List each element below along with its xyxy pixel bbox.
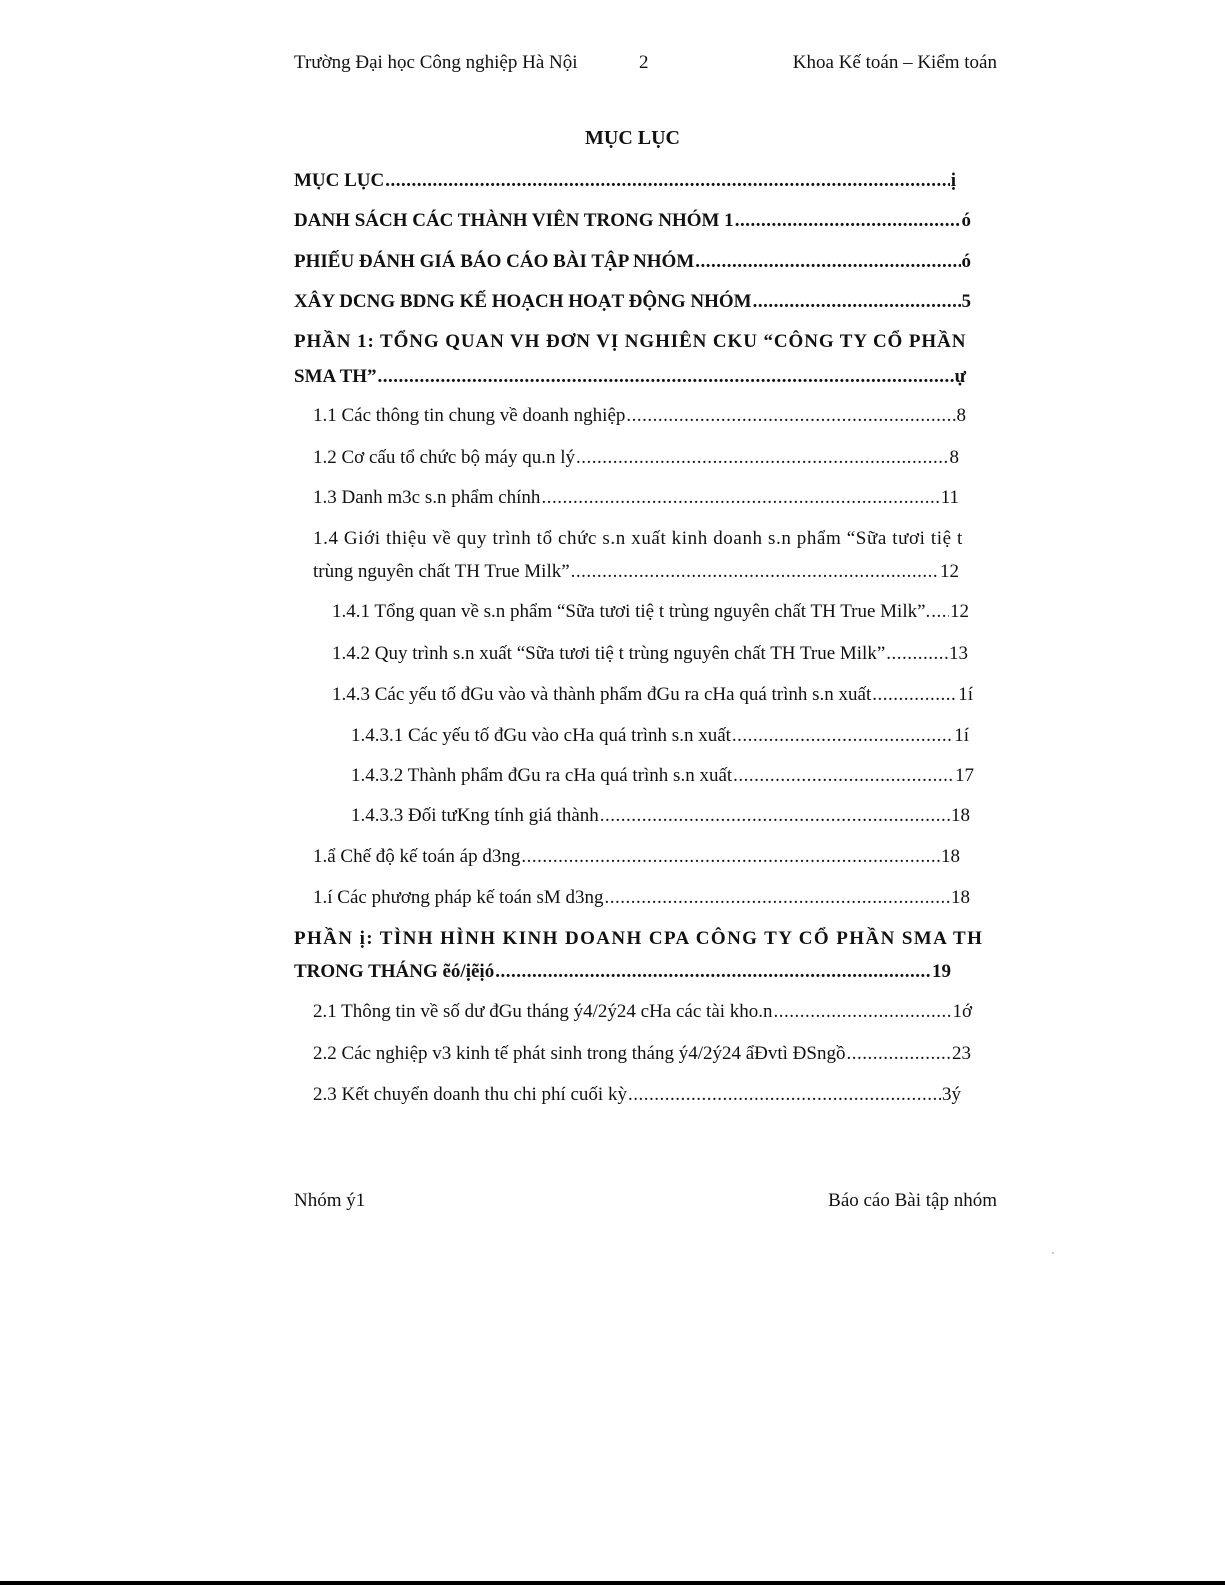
toc-entry-page: 18 bbox=[941, 846, 960, 867]
page-title: MỤC LỤC bbox=[585, 127, 680, 149]
toc-entry-text: 1.4.2 Quy trình s.n xuất “Sữa tươi tiệ t trùng nguyên chất TH True Milk” bbox=[332, 643, 886, 664]
toc-leader-dots bbox=[753, 291, 961, 313]
toc-entry-page: 12 bbox=[950, 601, 969, 622]
toc-entry-text: 1.4.3.1 Các yếu tố đGu vào cHa quá trình s.n xuất bbox=[351, 725, 731, 746]
toc-entry[interactable] bbox=[294, 210, 971, 232]
toc-entry-text: trùng nguyên chất TH True Milk” bbox=[313, 561, 570, 582]
toc-entry[interactable] bbox=[294, 170, 956, 192]
toc-entry[interactable] bbox=[294, 251, 971, 273]
toc-entry-text: 1.1 Các thông tin chung về doanh nghiệp bbox=[313, 405, 626, 426]
toc-entry-text: PHIẾU ĐÁNH GIÁ BÁO CÁO BÀI TẬP NHÓM bbox=[294, 251, 695, 272]
toc-entry-text: 1.2 Cơ cấu tổ chức bộ máy qu.n lý bbox=[313, 447, 576, 468]
toc-leader-dots bbox=[571, 561, 939, 583]
toc-leader-dots bbox=[733, 765, 954, 787]
toc-entry-page: ó bbox=[961, 210, 971, 231]
toc-entry-line1[interactable]: PHẦN ị: TÌNH HÌNH KINH DOANH CPA CÔNG TY CỔ PHẦN SMA TH bbox=[294, 928, 984, 949]
toc-leader-dots bbox=[626, 405, 955, 427]
toc-entry-page: 17 bbox=[955, 765, 974, 786]
toc-entry[interactable] bbox=[294, 291, 971, 313]
toc-entry-page: 5 bbox=[961, 291, 971, 312]
toc-leader-dots bbox=[735, 210, 961, 232]
footer-report-title: Báo cáo Bài tập nhóm bbox=[828, 1190, 997, 1211]
toc-entry-text: 1.4.3.2 Thành phẩm đGu ra cHa quá trình s.n xuất bbox=[351, 765, 733, 786]
toc-entry[interactable] bbox=[313, 887, 970, 909]
toc-leader-dots bbox=[385, 170, 949, 192]
header-page-number: 2 bbox=[639, 52, 649, 73]
toc-leader-dots bbox=[495, 961, 931, 983]
toc-leader-dots bbox=[378, 366, 954, 388]
header-faculty: Khoa Kế toán – Kiểm toán bbox=[792, 52, 997, 73]
toc-entry-line1[interactable]: 1.4 Giới thiệu về quy trình tổ chức s.n xuất kinh doanh s.n phẩm “Sữa tươi tiệ t bbox=[313, 528, 963, 549]
toc-entry-text: 1.4.1 Tổng quan về s.n phẩm “Sữa tươi tiệ t trùng nguyên chất TH True Milk”. bbox=[332, 601, 931, 622]
toc-entry-page: 1í bbox=[954, 725, 969, 746]
toc-entry-text: 2.3 Kết chuyển doanh thu chi phí cuối kỳ bbox=[313, 1084, 627, 1105]
footer-group: Nhóm ý1 bbox=[294, 1190, 366, 1211]
toc-entry-page: 23 bbox=[952, 1043, 971, 1064]
toc-entry[interactable] bbox=[313, 846, 960, 868]
toc-entry-page: 8 bbox=[949, 447, 959, 468]
toc-entry-page: 3ý bbox=[942, 1084, 961, 1105]
toc-leader-dots bbox=[628, 1084, 941, 1106]
toc-leader-dots bbox=[576, 447, 948, 469]
toc-entry[interactable] bbox=[332, 684, 973, 706]
toc-leader-dots bbox=[872, 684, 957, 706]
toc-entry[interactable] bbox=[313, 487, 959, 509]
toc-entry-page: 18 bbox=[951, 805, 970, 826]
toc-leader-dots bbox=[541, 487, 939, 509]
toc-entry[interactable] bbox=[332, 601, 969, 623]
toc-entry-text: 1.4.3 Các yếu tố đGu vào và thành phẩm đGu ra cHa quá trình s.n xuất bbox=[332, 684, 872, 705]
page-bottom-border bbox=[0, 1581, 1225, 1585]
toc-leader-dots bbox=[886, 643, 948, 665]
toc-entry[interactable] bbox=[313, 447, 959, 469]
toc-leader-dots bbox=[846, 1043, 951, 1065]
toc-entry-text: DANH SÁCH CÁC THÀNH VIÊN TRONG NHÓM 1 bbox=[294, 210, 734, 231]
toc-entry[interactable] bbox=[332, 643, 968, 665]
toc-entry-page: 1í bbox=[958, 684, 973, 705]
toc-entry-page: ó bbox=[961, 251, 971, 272]
toc-leader-dots bbox=[931, 601, 949, 623]
toc-leader-dots bbox=[732, 725, 953, 747]
toc-leader-dots bbox=[695, 251, 960, 273]
toc-entry[interactable] bbox=[313, 405, 966, 427]
toc-entry[interactable] bbox=[351, 805, 970, 827]
toc-entry-page: 1ớ bbox=[952, 1001, 972, 1022]
header-school: Trường Đại học Công nghiệp Hà Nội bbox=[294, 52, 578, 73]
toc-entry[interactable] bbox=[294, 366, 966, 388]
toc-entry[interactable] bbox=[294, 961, 951, 983]
toc-entry[interactable] bbox=[351, 725, 969, 747]
toc-entry-page: ự bbox=[954, 366, 966, 387]
toc-entry-text: SMA TH” bbox=[294, 366, 377, 387]
toc-entry[interactable] bbox=[351, 765, 974, 787]
toc-entry-text: TRONG THÁNG ẽó/ịẽịó bbox=[294, 961, 495, 982]
toc-entry-page: 13 bbox=[949, 643, 968, 664]
toc-entry-page: 19 bbox=[932, 961, 951, 982]
toc-entry[interactable] bbox=[313, 1001, 972, 1023]
toc-entry-page: 12 bbox=[940, 561, 959, 582]
toc-entry-page: ị bbox=[950, 170, 956, 191]
toc-entry-page: 18 bbox=[951, 887, 970, 908]
toc-leader-dots bbox=[774, 1001, 952, 1023]
toc-entry-text: 1.ẩ Chế độ kế toán áp d3ng bbox=[313, 846, 521, 867]
toc-entry-line1[interactable]: PHẦN 1: TỔNG QUAN VH ĐƠN VỊ NGHIÊN CKU “CÔNG TY CỔ PHẦN bbox=[294, 331, 967, 352]
toc-entry-page: 8 bbox=[956, 405, 966, 426]
toc-entry[interactable] bbox=[313, 1084, 961, 1106]
toc-entry-text: 1.3 Danh m3c s.n phẩm chính bbox=[313, 487, 541, 508]
toc-leader-dots bbox=[605, 887, 950, 909]
toc-entry-text: 1.4.3.3 Đối tưKng tính giá thành bbox=[351, 805, 599, 826]
toc-entry[interactable] bbox=[313, 561, 959, 583]
toc-leader-dots bbox=[600, 805, 950, 827]
toc-entry-text: 2.1 Thông tin về số dư đGu tháng ý4/2ý24 cHa các tài kho.n bbox=[313, 1001, 773, 1022]
scan-speck bbox=[1052, 1252, 1054, 1254]
toc-entry-text: XÂY DCNG BDNG KẾ HOẠCH HOẠT ĐỘNG NHÓM bbox=[294, 291, 752, 312]
toc-leader-dots bbox=[521, 846, 940, 868]
toc-entry-text: MỤC LỤC bbox=[294, 170, 385, 191]
toc-entry-text: 2.2 Các nghiệp v3 kinh tế phát sinh trong tháng ý4/2ý24 ẩĐvtì ĐSngồ bbox=[313, 1043, 846, 1064]
toc-entry-page: 11 bbox=[940, 487, 959, 508]
toc-entry-text: 1.í Các phương pháp kế toán sM d3ng bbox=[313, 887, 604, 908]
toc-entry[interactable] bbox=[313, 1043, 971, 1065]
